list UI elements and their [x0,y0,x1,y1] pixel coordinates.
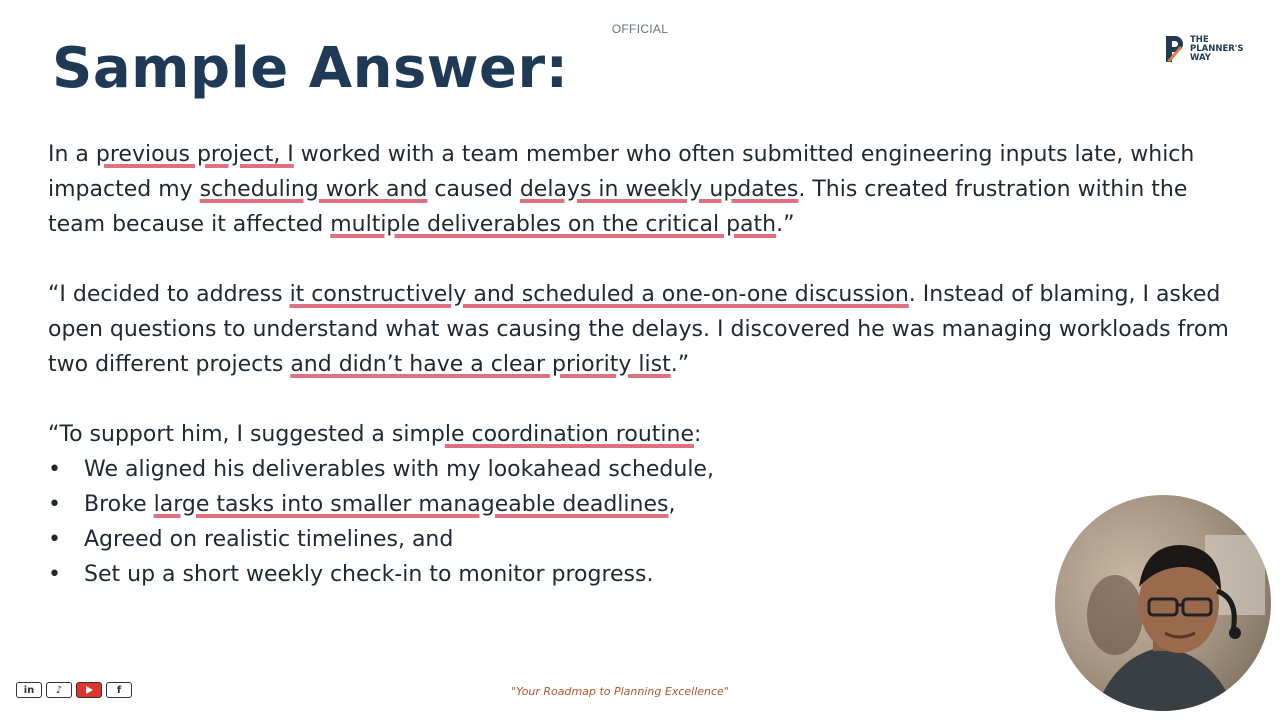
highlighted-segment: delays in weekly updates [519,177,799,202]
tiktok-icon[interactable]: ♪ [46,682,72,698]
facebook-icon[interactable]: f [106,682,132,698]
logo-line-2: PLANNER'S [1190,43,1244,54]
logo-line-1: THE [1190,34,1209,45]
highlighted-segment: previous project, I [95,142,294,167]
linkedin-icon[interactable]: in [16,682,42,698]
highlighted-segment: multiple deliverables on the critical path [330,212,777,237]
bullet-item [48,487,1248,522]
text-segment: .” [776,212,795,237]
page-title: Sample Answer: [52,36,569,101]
text-segment: . This created frustration within the team because it affected [48,177,1188,237]
text-segment: We aligned his deliverables with my lookahead schedule, [84,457,714,482]
support-intro [48,417,1248,452]
text-segment: worked with a team member who often submitted engineering inputs late, which impacted my [48,142,1195,202]
text-segment: , [668,492,676,517]
text-segment: “To support him, I suggested a simp [48,422,445,447]
highlighted-segment: large tasks into smaller manageable deadlines [153,492,669,517]
presenter-webcam [1055,495,1271,711]
text-segment: .” [670,352,690,377]
planners-way-logo-icon [1164,34,1186,64]
classification-label: OFFICIAL [611,22,669,36]
highlighted-segment: scheduling work and [199,177,428,202]
logo-line-3: WAY [1190,52,1211,63]
text-segment: Agreed on realistic timelines, and [84,527,454,552]
answer-paragraph-2 [48,277,1248,382]
text-segment: Broke [84,492,154,517]
footer-tagline: "Your Roadmap to Planning Excellence" [511,685,729,698]
text-segment: : [694,422,702,447]
text-segment: In a [48,142,96,167]
answer-content [48,137,1248,592]
bullet-item [48,452,1248,487]
text-segment: . Instead of blaming, I asked open questions to understand what was causing the delays. I discovered he was managing workloads from two different projects [48,282,1229,377]
logo-text [1190,36,1244,63]
highlighted-segment: and didn’t have a clear priority list [290,352,671,377]
text-segment: “I decided to address [48,282,290,307]
text-segment: caused [427,177,520,202]
highlighted-segment: it constructively and scheduled a one-on-one discussion [289,282,909,307]
answer-paragraph-1 [48,137,1248,242]
highlighted-segment: le coordination routine [444,422,694,447]
planners-way-logo [1164,34,1244,64]
presenter-avatar [1055,495,1271,711]
text-segment: Set up a short weekly check-in to monitor progress. [84,562,654,587]
